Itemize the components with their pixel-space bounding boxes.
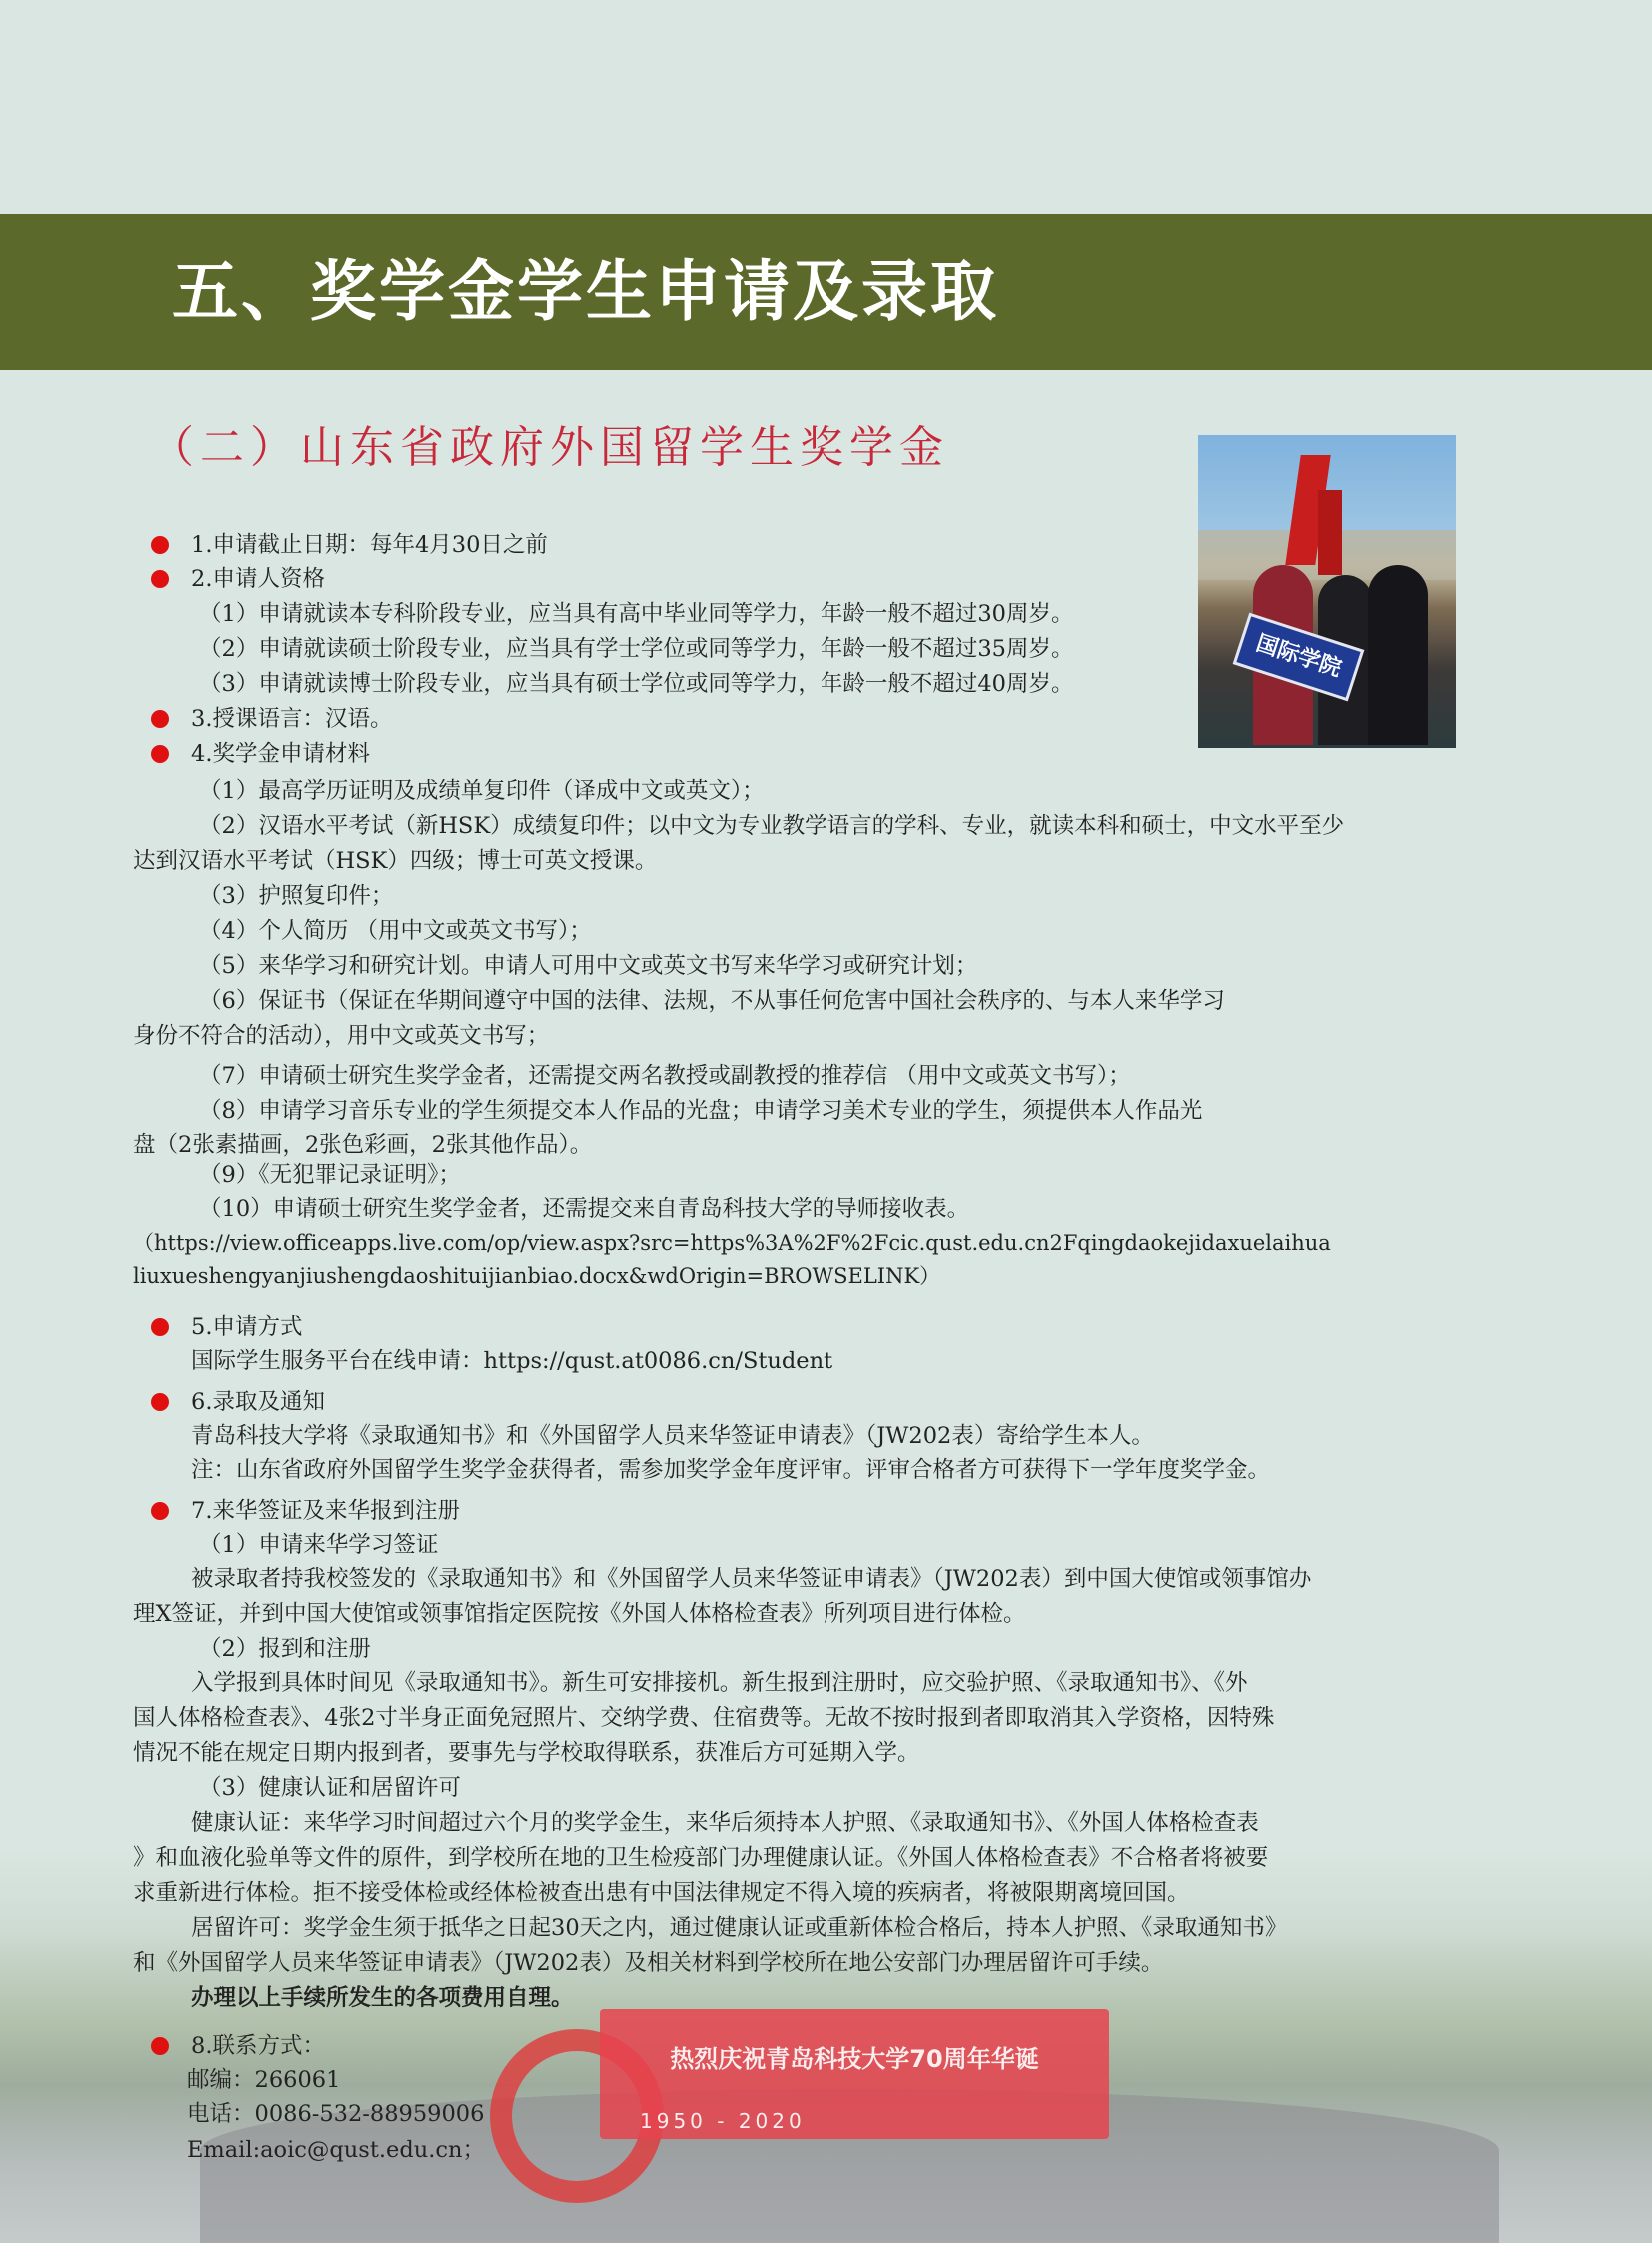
bullet-icon <box>151 1393 169 1411</box>
registration-text: 入学报到具体时间见《录取通知书》。新生可安排接机。新生报到注册时，应交验护照、《录取通知书》、《外 <box>191 1670 1248 1696</box>
material-6-cont: 身份不符合的活动），用中文或英文书写； <box>133 1023 550 1049</box>
anniversary-years: 1950 - 2020 <box>640 2109 806 2133</box>
health-text-cont2: 求重新进行体检。拒不接受体检或经体检被查出患有中国法律规定不得入境的疾病者，将被限期离境回国。 <box>133 1880 1190 1906</box>
section-banner <box>0 214 1652 370</box>
bullet-icon <box>151 710 169 728</box>
material-9: （9）《无犯罪记录证明》； <box>199 1162 461 1188</box>
bullet-icon <box>151 745 169 763</box>
eligibility-undergrad: （1）申请就读本专科阶段专业，应当具有高中毕业同等学力，年龄一般不超过30周岁。 <box>199 601 1074 627</box>
eligibility-master: （2）申请就读硕士阶段专业，应当具有学士学位或同等学力，年龄一般不超过35周岁。 <box>199 636 1074 662</box>
visa-heading: （1）申请来华学习签证 <box>199 1532 439 1558</box>
students-photo <box>1198 435 1456 748</box>
registration-text-cont: 国人体格检查表》、4张2寸半身正面免冠照片、交纳学费、住宿费等。无故不按时报到者即取消其入学资格，因特殊 <box>133 1705 1275 1731</box>
eligibility-phd: （3）申请就读博士阶段专业，应当具有硕士学位或同等学力，年龄一般不超过40周岁。 <box>199 671 1074 697</box>
material-2: （2）汉语水平考试（新HSK）成绩复印件；以中文为专业教学语言的学科、专业，就读本科和硕士，中文水平至少 <box>199 813 1345 839</box>
item-6-heading: 6.录取及通知 <box>191 1389 325 1415</box>
admission-note: 注：山东省政府外国留学生奖学金获得者，需参加奖学金年度评审。评审合格者方可获得下一学年度奖学金。 <box>191 1457 1271 1483</box>
material-8: （8）申请学习音乐专业的学生须提交本人作品的光盘；申请学习美术专业的学生，须提供本人作品光 <box>199 1098 1203 1123</box>
item-4-heading: 4.奖学金申请材料 <box>191 741 370 767</box>
bullet-icon <box>151 2037 169 2055</box>
phone: 电话：0086-532-88959006 <box>187 2101 485 2127</box>
email[interactable]: Email:aoic@qust.edu.cn； <box>187 2137 485 2163</box>
subsection-title: （二）山东省政府外国留学生奖学金 <box>150 422 949 473</box>
health-text: 健康认证：来华学习时间超过六个月的奖学金生，来华后须持本人护照、《录取通知书》、《外国人体格检查表 <box>191 1810 1259 1836</box>
section-title: 五、奖学金学生申请及录取 <box>172 253 999 330</box>
photo-sign: 国际学院 <box>1233 613 1365 702</box>
photo-person <box>1368 565 1428 745</box>
material-4: （4）个人简历 （用中文或英文书写）； <box>199 918 592 944</box>
item-1-deadline: 1.申请截止日期：每年4月30日之前 <box>191 532 548 558</box>
advisor-form-link-cont[interactable]: liuxueshengyanjiushengdaoshituijianbiao.docx&wdOrigin=BROWSELINK） <box>133 1264 941 1288</box>
bullet-icon <box>151 1318 169 1336</box>
admission-notice: 青岛科技大学将《录取通知书》和《外国留学人员来华签证申请表》（JW202表）寄给学生本人。 <box>191 1423 1154 1449</box>
red-flag-icon <box>1318 490 1342 575</box>
visa-text-cont: 理X签证，并到中国大使馆或领事馆指定医院按《外国人体格检查表》所列项目进行体检。 <box>133 1601 1026 1627</box>
postal-code: 邮编：266061 <box>187 2067 341 2093</box>
residence-text: 居留许可：奖学金生须于抵华之日起30天之内，通过健康认证或重新体检合格后，持本人护照、《录取通知书》 <box>191 1915 1288 1941</box>
visa-text: 被录取者持我校签发的《录取通知书》和《外国留学人员来华签证申请表》（JW202表）到中国大使馆或领事馆办 <box>191 1566 1312 1592</box>
advisor-form-link[interactable]: （https://view.officeapps.live.com/op/view.aspx?src=https%3A%2F%2Fcic.qust.edu.cn2Fqingdaokejidaxuelaihua <box>133 1231 1331 1255</box>
item-8-heading: 8.联系方式： <box>191 2033 325 2059</box>
item-7-heading: 7.来华签证及来华报到注册 <box>191 1498 460 1524</box>
material-8-cont: 盘（2张素描画，2张色彩画，2张其他作品）。 <box>133 1132 593 1158</box>
item-5-heading: 5.申请方式 <box>191 1314 303 1340</box>
registration-text-cont2: 情况不能在规定日期内报到者，要事先与学校取得联系，获准后方可延期入学。 <box>133 1740 920 1766</box>
material-7: （7）申请硕士研究生奖学金者，还需提交两名教授或副教授的推荐信 （用中文或英文书写）； <box>199 1063 1131 1089</box>
bullet-icon <box>151 1502 169 1520</box>
item-2-heading: 2.申请人资格 <box>191 566 325 592</box>
apply-online: 国际学生服务平台在线申请：https://qust.at0086.cn/Student <box>191 1348 833 1374</box>
fees-note: 办理以上手续所发生的各项费用自理。 <box>191 1985 574 2011</box>
material-5: （5）来华学习和研究计划。申请人可用中文或英文书写来华学习或研究计划； <box>199 953 978 979</box>
bullet-icon <box>151 570 169 588</box>
item-3-language: 3.授课语言：汉语。 <box>191 706 393 732</box>
residence-text-cont: 和《外国留学人员来华签证申请表》（JW202表）及相关材料到学校所在地公安部门办理居留许可手续。 <box>133 1950 1164 1976</box>
material-6: （6）保证书（保证在华期间遵守中国的法律、法规，不从事任何危害中国社会秩序的、与本人来华学习 <box>199 988 1225 1014</box>
material-1: （1）最高学历证明及成绩单复印件（译成中文或英文）； <box>199 778 765 804</box>
health-text-cont: 》和血液化验单等文件的原件，到学校所在地的卫生检疫部门办理健康认证。《外国人体格检查表》不合格者将被要 <box>133 1845 1269 1871</box>
anniversary-banner-text: 热烈庆祝青岛科技大学70周年华诞 <box>670 2045 1039 2073</box>
material-3: （3）护照复印件； <box>199 883 394 909</box>
registration-heading: （2）报到和注册 <box>199 1636 371 1662</box>
material-2-cont: 达到汉语水平考试（HSK）四级；博士可英文授课。 <box>133 848 658 874</box>
health-heading: （3）健康认证和居留许可 <box>199 1775 461 1801</box>
bullet-icon <box>151 536 169 554</box>
material-10: （10）申请硕士研究生奖学金者，还需提交来自青岛科技大学的导师接收表。 <box>199 1196 970 1222</box>
